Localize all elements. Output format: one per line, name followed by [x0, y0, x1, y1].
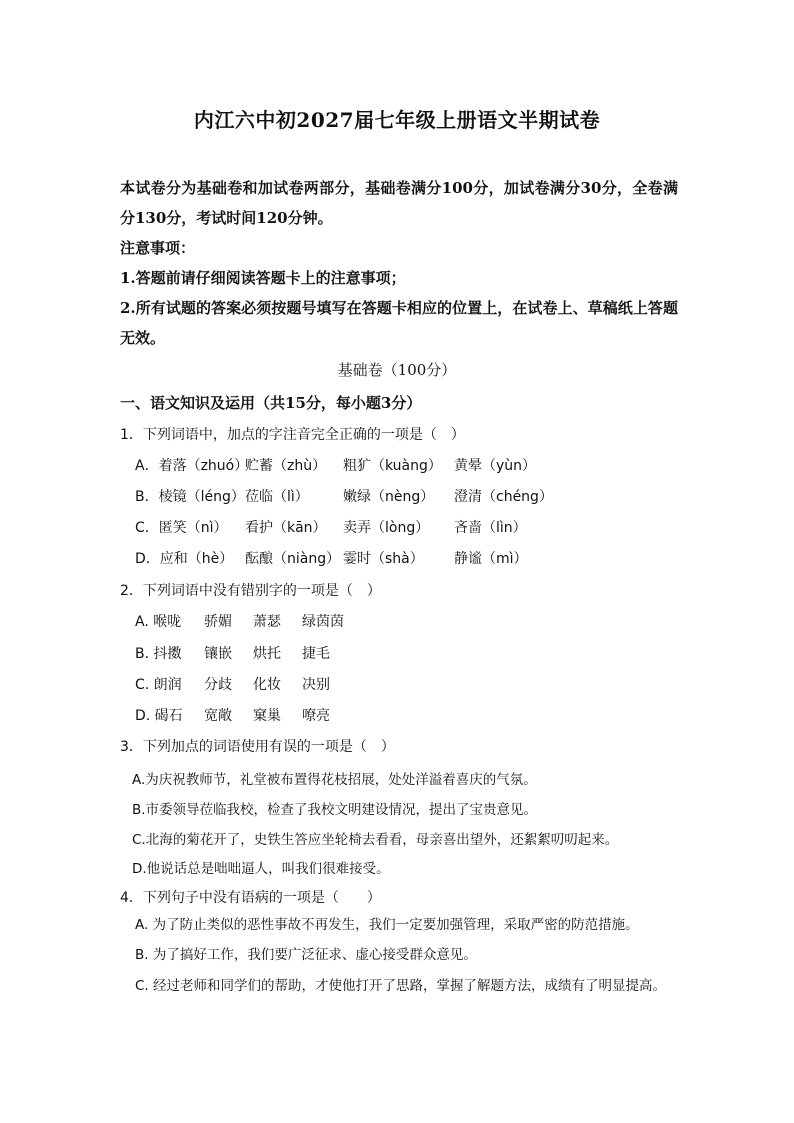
- note-item: 1.答题前请仔细阅读答题卡上的注意事项；: [120, 269, 406, 287]
- option-cell: 骄媚: [204, 614, 232, 630]
- question-3-option-a: A.为庆祝教师节，礼堂被布置得花枝招展，处处洋溢着喜庆的气氛。: [132, 772, 537, 788]
- note-item: 2.所有试题的答案必须按题号填写在答题卡相应的位置上，在试卷上、草稿纸上答题无效。: [120, 299, 678, 347]
- option-cell: 粗犷（kuàng）: [343, 458, 442, 474]
- option-cell: 镶嵌: [204, 646, 232, 662]
- question-4-option-b: B. 为了搞好工作，我们要广泛征求、虚心接受群众意见。: [135, 947, 477, 963]
- question-3-option-d: D.他说话总是咄咄逼人，叫我们很难接受。: [132, 861, 390, 877]
- option-cell: 萧瑟: [253, 614, 281, 630]
- option-cell: 烘托: [253, 646, 281, 662]
- option-cell: 卖弄（lòng）: [343, 520, 430, 536]
- option-cell: 决别: [302, 677, 330, 693]
- option-cell: D．应和（hè）: [135, 551, 234, 567]
- question-4-option-a: A. 为了防止类似的恶性事故不再发生，我们一定要加强管理，采取严密的防范措施。: [135, 917, 639, 933]
- exam-intro: 本试卷分为基础卷和加试卷两部分，基础卷满分100分，加试卷满分30分，全卷满分130分，考试时间120分钟。: [120, 179, 678, 227]
- option-cell: 莅临（lì）: [245, 489, 309, 505]
- question-1-stem: 1．下列词语中，加点的字注音完全正确的一项是（ ）: [120, 427, 465, 443]
- question-3-option-b: B.市委领导莅临我校，检查了我校文明建设情况，提出了宝贵意见。: [132, 802, 538, 818]
- question-4-stem: 4．下列句子中没有语病的一项是（ ）: [120, 890, 381, 906]
- section-title: 一、语文知识及运用（共15分，每小题3分）: [120, 394, 422, 412]
- option-cell: 捷毛: [302, 646, 330, 662]
- option-cell: 酝酿（niàng）: [245, 551, 341, 567]
- option-cell: 嫩绿（nèng）: [343, 489, 435, 505]
- option-cell: 黄晕（yùn）: [454, 458, 537, 474]
- option-cell: 绿茵茵: [302, 614, 344, 630]
- option-cell: B. 抖擞: [135, 646, 182, 662]
- option-cell: C．匿笑（nì）: [135, 520, 228, 536]
- option-cell: 嘹亮: [302, 708, 330, 724]
- option-cell: A．着落（zhuó）: [135, 458, 249, 474]
- notes-heading: 注意事项：: [120, 239, 196, 257]
- option-cell: C. 朗润: [135, 677, 182, 693]
- option-cell: 宽敞: [204, 708, 232, 724]
- question-2-stem: 2．下列词语中没有错别字的一项是（ ）: [120, 583, 381, 599]
- option-cell: A. 喉咙: [135, 614, 182, 630]
- question-3-stem: 3．下列加点的词语使用有误的一项是（ ）: [120, 739, 395, 755]
- option-cell: B．棱镜（léng）: [135, 489, 245, 505]
- option-cell: 化妆: [253, 677, 281, 693]
- option-cell: 吝啬（lìn）: [454, 520, 527, 536]
- option-cell: 贮蓄（zhù）: [245, 458, 327, 474]
- option-cell: 静谧（mì）: [454, 551, 528, 567]
- option-cell: 澄清（chéng）: [454, 489, 553, 505]
- option-cell: 分歧: [204, 677, 232, 693]
- option-cell: 霎时（shà）: [343, 551, 424, 567]
- part-title: 基础卷（100分）: [337, 361, 457, 379]
- question-3-option-c: C.北海的菊花开了，史铁生答应坐轮椅去看看，母亲喜出望外，还絮絮叨叨起来。: [132, 832, 619, 848]
- option-cell: D. 碣石: [135, 708, 183, 724]
- option-cell: 窠巢: [253, 708, 281, 724]
- option-cell: 看护（kān）: [245, 520, 327, 536]
- question-4-option-c: C. 经过老师和同学们的帮助，才使他打开了思路，掌握了解题方法，成绩有了明显提高。: [135, 978, 667, 994]
- exam-title: 内江六中初2027届七年级上册语文半期试卷: [193, 108, 601, 132]
